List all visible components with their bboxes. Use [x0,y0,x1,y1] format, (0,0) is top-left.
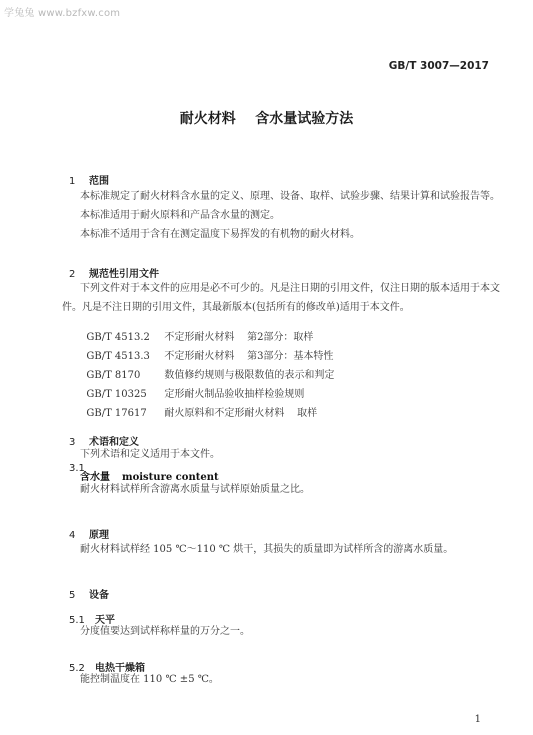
subsection-number: 3.1 [68,463,85,474]
subsection-5-1-text: 分度值要达到试样称样量的万分之一。 [80,626,250,637]
term-chinese: 含水量 [80,472,110,483]
document-title: 耐火材料 含水量试验方法 [179,111,354,127]
section-4-heading [62,515,109,541]
subsection-title: 天平 [94,615,115,626]
subsection-5-2-text: 能控制温度在 110 ℃ ±5 ℃。 [80,674,219,685]
section-1-paragraph-3: 本标准不适用于含有在测定温度下易挥发的有机物的耐火材料。 [80,229,360,240]
reference-title: 数值修约规则与极限数值的表示和判定 [164,370,335,381]
reference-title: 耐火原料和不定形耐火材料 取样 [164,408,318,419]
section-2-intro: 下列文件对于本文件的应用是必不可少的。凡是注日期的引用文件，仅注日期的版本适用于本文件。凡是不注日期的引用文件，其最新版本(包括所有的修改单)适用于本文件。 [62,283,500,313]
section-title: 术语和定义 [88,437,139,448]
term-english: moisture content [122,472,219,483]
reference-code: GB/T 8170 [86,370,141,381]
subsection-number: 5.1 [68,615,85,626]
subsection-number: 5.2 [68,663,85,674]
section-title: 设备 [88,590,109,601]
section-2-heading [62,254,159,280]
section-5-heading [62,575,109,601]
reference-code: GB/T 10325 [86,389,147,400]
subsection-title: 电热干燥箱 [94,663,145,674]
section-title: 规范性引用文件 [88,269,159,280]
section-1-heading [62,161,109,187]
section-number: 2 [68,269,76,280]
page-number: 1 [474,714,481,725]
reference-title: 定形耐火制品验收抽样检验规则 [164,389,305,400]
section-4-text: 耐火材料试样经 105 ℃～110 ℃ 烘干，其损失的质量即为试样所含的游离水质量。 [80,544,454,555]
section-title: 范围 [88,176,109,187]
section-title: 原理 [88,530,109,541]
section-number: 1 [68,176,76,187]
watermark-text: 学兔兔 www.bzfxw.com [4,8,121,19]
reference-code: GB/T 4513.3 [86,351,150,362]
reference-title: 不定形耐火材料 第2部分：取样 [164,332,314,343]
reference-code: GB/T 17617 [86,408,147,419]
section-number: 5 [68,590,76,601]
reference-item [80,393,317,419]
section-number: 3 [68,437,76,448]
section-3-intro: 下列术语和定义适用于本文件。 [80,449,220,460]
reference-title: 不定形耐火材料 第3部分：基本特性 [164,351,334,362]
standard-number: GB/T 3007—2017 [388,60,489,72]
section-number: 4 [68,530,76,541]
term-definition: 耐火材料试样所含游离水质量与试样原始质量之比。 [80,484,310,495]
section-1-paragraph-1: 本标准规定了耐火材料含水量的定义、原理、设备、取样、试验步骤、结果计算和试验报告等。 [80,191,500,202]
reference-code: GB/T 4513.2 [86,332,150,343]
section-1-paragraph-2: 本标准适用于耐火原料和产品含水量的测定。 [80,210,280,221]
